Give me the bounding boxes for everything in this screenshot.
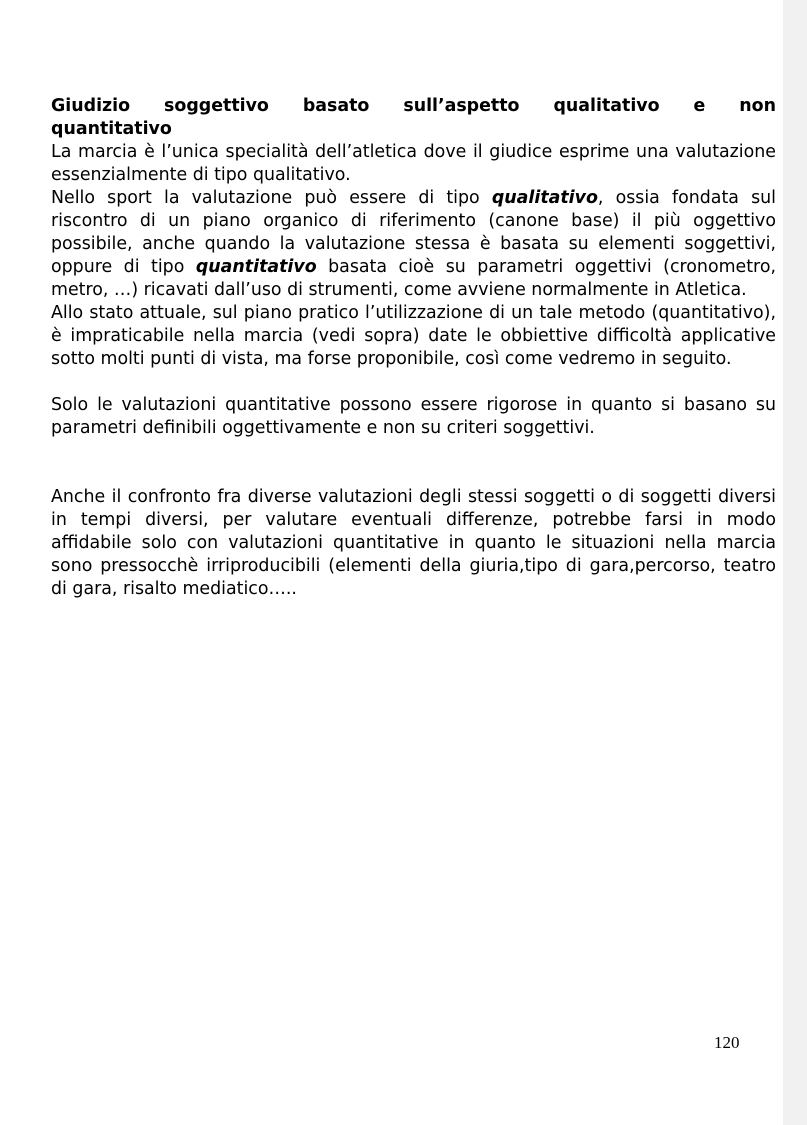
paragraph-1: La marcia è l’unica specialità dell’atletica dove il giudice esprime una valutazione essenzialmente di tipo qualitativo.: [51, 142, 776, 185]
term-qualitativo: qualitativo: [491, 188, 598, 208]
paragraph-spacer: [51, 371, 776, 394]
term-quantitativo: quantitativo: [195, 257, 317, 277]
paragraph-2: [51, 187, 776, 302]
paragraph-4: Solo le valutazioni quantitative possono essere rigorose in quanto si basano su parametri definibili oggettivamente e non su criteri soggettivi.: [51, 395, 776, 438]
page-margin-strip: [783, 0, 807, 1125]
heading-line-2: quantitativo: [51, 119, 172, 139]
page-content: [51, 95, 776, 601]
paragraph-2-text-e: basata cioè su parametri oggettivi (cronometro, metro, …) ricavati dall’uso di strumenti, come avviene normalmente in Atletica.: [51, 257, 776, 300]
page-number: 120: [714, 1033, 740, 1052]
paragraph-2-text-c: , ossia fondata sul riscontro di un piano organico di riferimento (canone base) il più oggettivo possibile, anche quando la valutazione stessa è basata su elementi soggettivi, oppure di tipo: [51, 188, 776, 277]
paragraph-spacer-large: [51, 440, 776, 486]
heading-line-1: Giudizio soggettivo basato sull’aspetto qualitativo e non: [51, 96, 776, 116]
paragraph-3: Allo stato attuale, sul piano pratico l’utilizzazione di un tale metodo (quantitativo), è impraticabile nella marcia (vedi sopra) date le obbiettive difficoltà applicative sotto molti punti di vista, ma forse proponibile, così come vedremo in seguito.: [51, 303, 776, 369]
paragraph-5: Anche il confronto fra diverse valutazioni degli stessi soggetti o di soggetti diversi in tempi diversi, per valutare eventuali differenze, potrebbe farsi in modo affidabile solo con valutazioni quantitative in quanto le situazioni nella marcia sono pressocchè irriproducibili (elementi della giuria,tipo di gara,percorso, teatro di gara, risalto mediatico…..: [51, 487, 776, 599]
paragraph-2-text-a: Nello sport la valutazione può essere di tipo: [51, 188, 492, 208]
